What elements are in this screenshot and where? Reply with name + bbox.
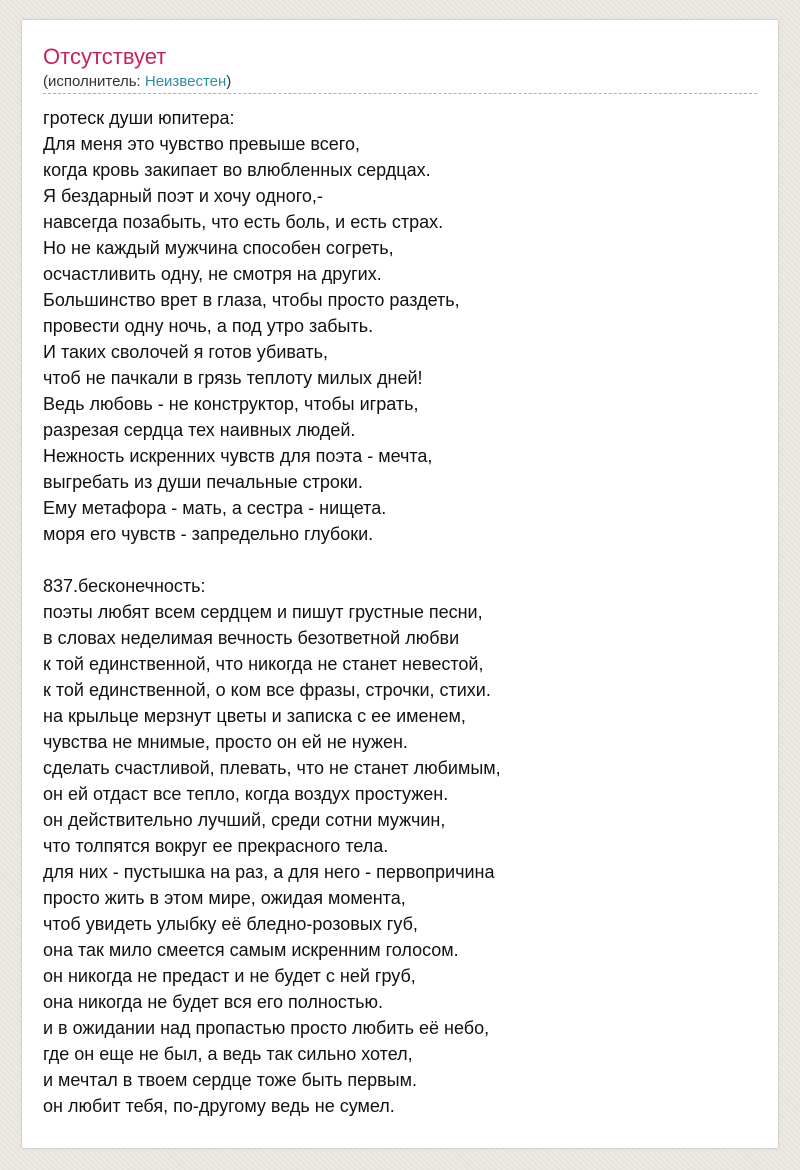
lyric-line: она так мило смеется самым искренним голосом. xyxy=(43,940,459,960)
lyric-line: чтоб увидеть улыбку её бледно-розовых губ, xyxy=(43,914,418,934)
lyric-line: сделать счастливой, плевать, что не станет любимым, xyxy=(43,758,501,778)
artist-link[interactable]: Неизвестен xyxy=(144,73,227,90)
lyric-line: к той единственной, о ком все фразы, строчки, стихи. xyxy=(43,680,491,700)
lyric-line: он никогда не предаст и не будет с ней груб, xyxy=(43,966,416,986)
lyric-line: Ему метафора - мать, а сестра - нищета. xyxy=(43,498,387,518)
lyric-line: 837.бесконечность: xyxy=(43,576,206,596)
lyrics-text xyxy=(43,105,757,1119)
lyric-line: моря его чувств - запредельно глубоки. xyxy=(43,524,374,544)
lyric-line: к той единственной, что никогда не станет невестой, xyxy=(43,654,484,674)
lyric-line: он ей отдаст все тепло, когда воздух простужен. xyxy=(43,784,449,804)
lyric-line: она никогда не будет вся его полностью. xyxy=(43,992,383,1012)
lyric-line: чувства не мнимые, просто он ей не нужен. xyxy=(43,732,408,752)
lyric-line: он действительно лучший, среди сотни мужчин, xyxy=(43,810,446,830)
lyric-line: И таких сволочей я готов убивать, xyxy=(43,342,328,362)
lyric-line: на крыльце мерзнут цветы и записка с ее именем, xyxy=(43,706,466,726)
lyrics-card xyxy=(22,20,778,1148)
song-title: Отсутствует xyxy=(43,44,167,69)
lyric-line: разрезая сердца тех наивных людей. xyxy=(43,420,356,440)
lyric-line: Большинство врет в глаза, чтобы просто раздеть, xyxy=(43,290,460,310)
lyric-line: для них - пустышка на раз, а для него - первопричина xyxy=(43,862,495,882)
lyric-line: в словах неделимая вечность безответной любви xyxy=(43,628,460,648)
lyric-line: просто жить в этом мире, ожидая момента, xyxy=(43,888,406,908)
lyric-line: чтоб не пачкали в грязь теплоту милых дней! xyxy=(43,368,423,388)
lyric-line: Ведь любовь - не конструктор, чтобы играть, xyxy=(43,394,419,414)
lyric-line: где он еще не был, а ведь так сильно хотел, xyxy=(43,1044,413,1064)
lyric-line: поэты любят всем сердцем и пишут грустные песни, xyxy=(43,602,483,622)
lyric-line: и мечтал в твоем сердце тоже быть первым. xyxy=(43,1070,417,1090)
artist-prefix: (исполнитель: xyxy=(43,73,145,90)
lyric-line: гротеск души юпитера: xyxy=(43,108,235,128)
lyric-line: выгребать из души печальные строки. xyxy=(43,472,363,492)
lyric-line: Нежность искренних чувств для поэта - мечта, xyxy=(43,446,433,466)
lyric-line: что толпятся вокруг ее прекрасного тела. xyxy=(43,836,389,856)
lyric-line: навсегда позабыть, что есть боль, и есть страх. xyxy=(43,212,444,232)
artist-suffix: ) xyxy=(226,73,232,90)
lyric-line: Я бездарный поэт и хочу одного,- xyxy=(43,186,323,206)
lyric-blank-line xyxy=(43,547,757,573)
lyric-line: провести одну ночь, а под утро забыть. xyxy=(43,316,374,336)
lyric-line: осчастливить одну, не смотря на других. xyxy=(43,264,382,284)
artist-line xyxy=(43,73,231,91)
lyric-line: Но не каждый мужчина способен согреть, xyxy=(43,238,394,258)
title-divider xyxy=(43,93,757,94)
lyric-line: Для меня это чувство превыше всего, xyxy=(43,134,360,154)
lyric-line: он любит тебя, по-другому ведь не сумел. xyxy=(43,1096,395,1116)
lyric-line: и в ожидании над пропастью просто любить её небо, xyxy=(43,1018,490,1038)
lyric-line: когда кровь закипает во влюбленных сердцах. xyxy=(43,160,431,180)
